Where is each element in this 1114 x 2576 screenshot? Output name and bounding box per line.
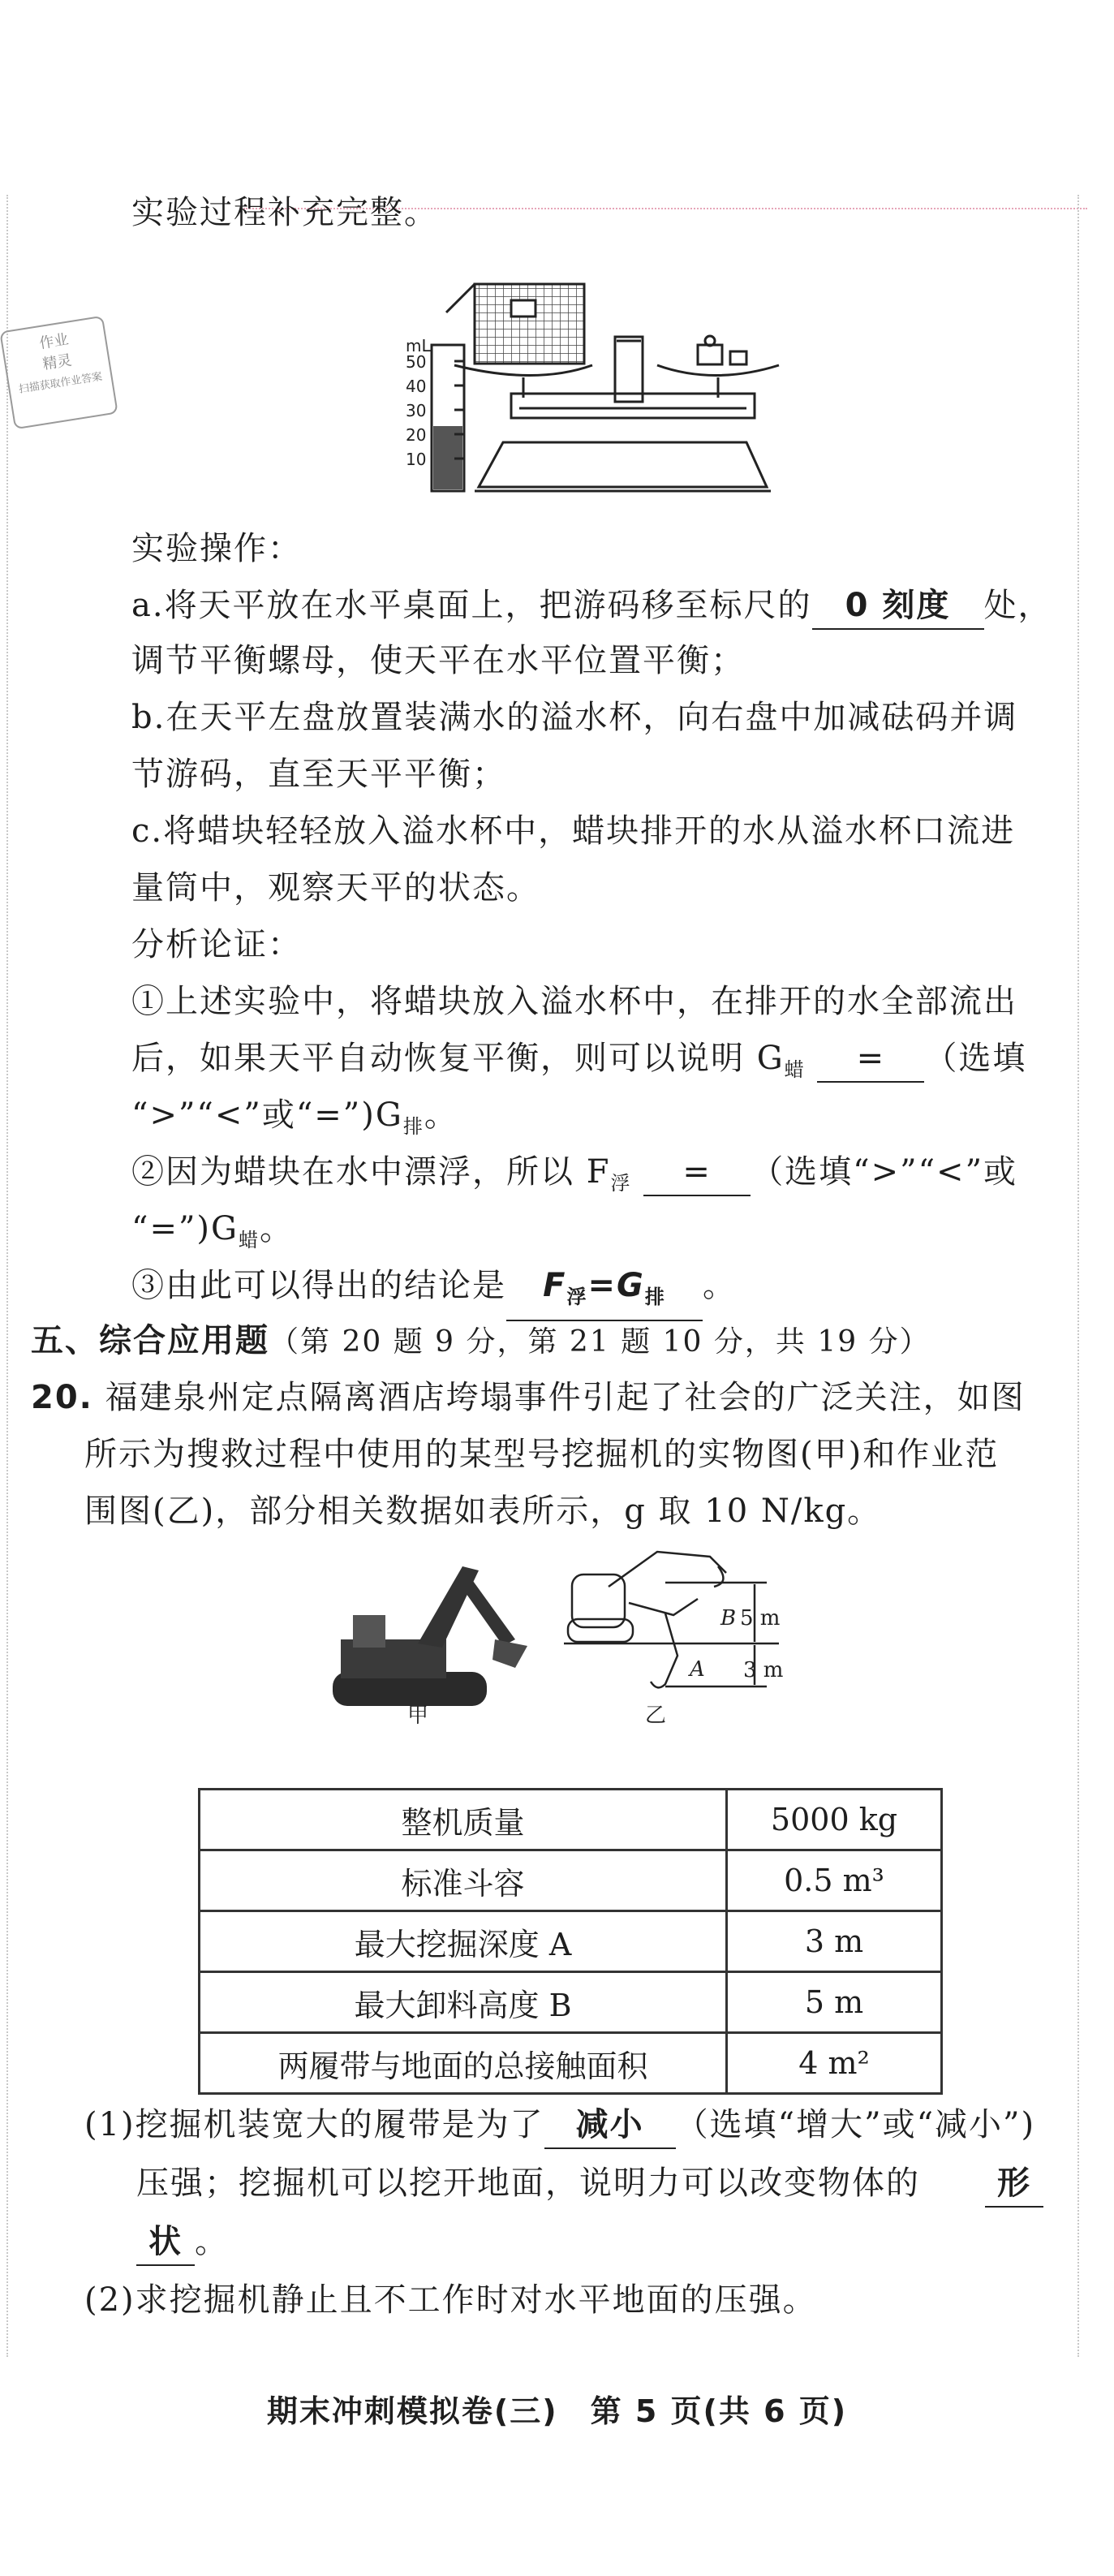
excavator-photo [320,1550,531,1729]
svg-text:3 m: 3 m [743,1658,784,1682]
table-row: 标准斗容 0.5 m³ [200,1850,942,1911]
answer-shape-part1: 形 [985,2160,1043,2208]
watermark-stamp: 作业 精灵 扫描获取作业答案 [0,316,118,430]
step-c-line1: c.将蜡块轻轻放入溢水杯中，蜡块排开的水从溢水杯口流进 [131,812,1016,850]
p2-line: (2)求挖掘机静止且不工作时对水平地面的压强。 [84,2281,817,2319]
step-b-line2: 节游码，直至天平平衡； [131,756,506,793]
left-margin-line [6,195,8,2357]
svg-text:20: 20 [406,425,427,445]
answer-shape-part2: 状 [136,2219,195,2266]
figure-label-jia: 甲 [406,1704,429,1728]
table-row: 最大卸料高度 B 5 m [200,1972,942,2033]
step-b-line1: b.在天平左盘放置装满水的溢水杯，向右盘中加减砝码并调 [131,699,1018,736]
q1-line1: ①上述实验中，将蜡块放入溢水杯中，在排开的水全部流出 [131,983,1017,1020]
svg-text:50: 50 [406,352,427,372]
intro-line: 实验过程补充完整。 [131,194,438,231]
q20-line3: 围图(乙)，部分相关数据如表所示，g 取 10 N/kg。 [84,1493,882,1530]
q20-number: 20. [31,1379,93,1416]
right-margin-line [1077,195,1079,2357]
table-row: 两履带与地面的总接触面积 4 m² [200,2033,942,2094]
svg-text:40: 40 [406,377,427,396]
table-row: 整机质量 5000 kg [200,1790,942,1850]
svg-text:A: A [690,1657,705,1682]
q20-line2: 所示为搜救过程中使用的某型号挖掘机的实物图(甲)和作业范 [84,1436,1000,1473]
page-footer: 期末冲刺模拟卷(三) 第 5 页(共 6 页) [266,2393,848,2429]
figure-label-yi: 乙 [645,1704,667,1728]
q2-line1: ②因为蜡块在水中漂浮，所以 $F_浮$ = （选填“>”“<”或 [131,1149,1017,1206]
answer-reduce: 减小 [544,2102,676,2149]
balance-experiment-figure [398,264,787,507]
section-five-heading: 五、综合应用题（第 20 题 9 分，第 21 题 10 分，共 19 分） [31,1322,931,1359]
answer-q2: = [643,1149,751,1196]
step-a-line2: 调节平衡螺母，使天平在水平位置平衡； [131,642,745,679]
answer-zero-mark: 0 刻度 [812,583,984,630]
svg-text:mL: mL [406,336,431,355]
p1-line2: 压强；挖掘机可以挖开地面，说明力可以改变物体的 形 [136,2160,1043,2208]
svg-text:5 m: 5 m [740,1606,781,1630]
answer-q3: $F_浮=G_排$ [506,1263,703,1321]
analysis-heading: 分析论证： [131,926,302,963]
q1-line3: “>”“<”或“$=”)G_排$。 [131,1096,458,1138]
q3-line: ③由此可以得出的结论是 $F_浮=G_排$ 。 [131,1263,737,1321]
spec-table [198,1788,943,2095]
answer-q1: = [817,1036,924,1083]
q1-line2: 后，如果天平自动恢复平衡，则可以说明 $G_蜡$ = （选填 [131,1036,1026,1092]
step-c-line2: 量筒中，观察天平的状态。 [131,869,540,907]
p1-line3: 状 。 [136,2219,229,2266]
step-a-line1: a.将天平放在水平桌面上，把游码移至标尺的 0 刻度 处， [131,583,1052,630]
operation-heading: 实验操作： [131,530,302,567]
svg-text:30: 30 [406,401,427,420]
work-range-diagram [560,1542,803,1729]
p1-line1: (1)挖掘机装宽大的履带是为了 减小 （选填“增大”或“减小”) [84,2102,1035,2149]
q20-line1: 20. 福建泉州定点隔离酒店垮塌事件引起了社会的广泛关注，如图 [31,1379,1026,1416]
q2-line2: “$=”)G_蜡$。 [131,1210,294,1251]
svg-text:B: B [720,1606,737,1630]
svg-text:10: 10 [406,450,427,469]
table-row: 最大挖掘深度 A 3 m [200,1911,942,1972]
